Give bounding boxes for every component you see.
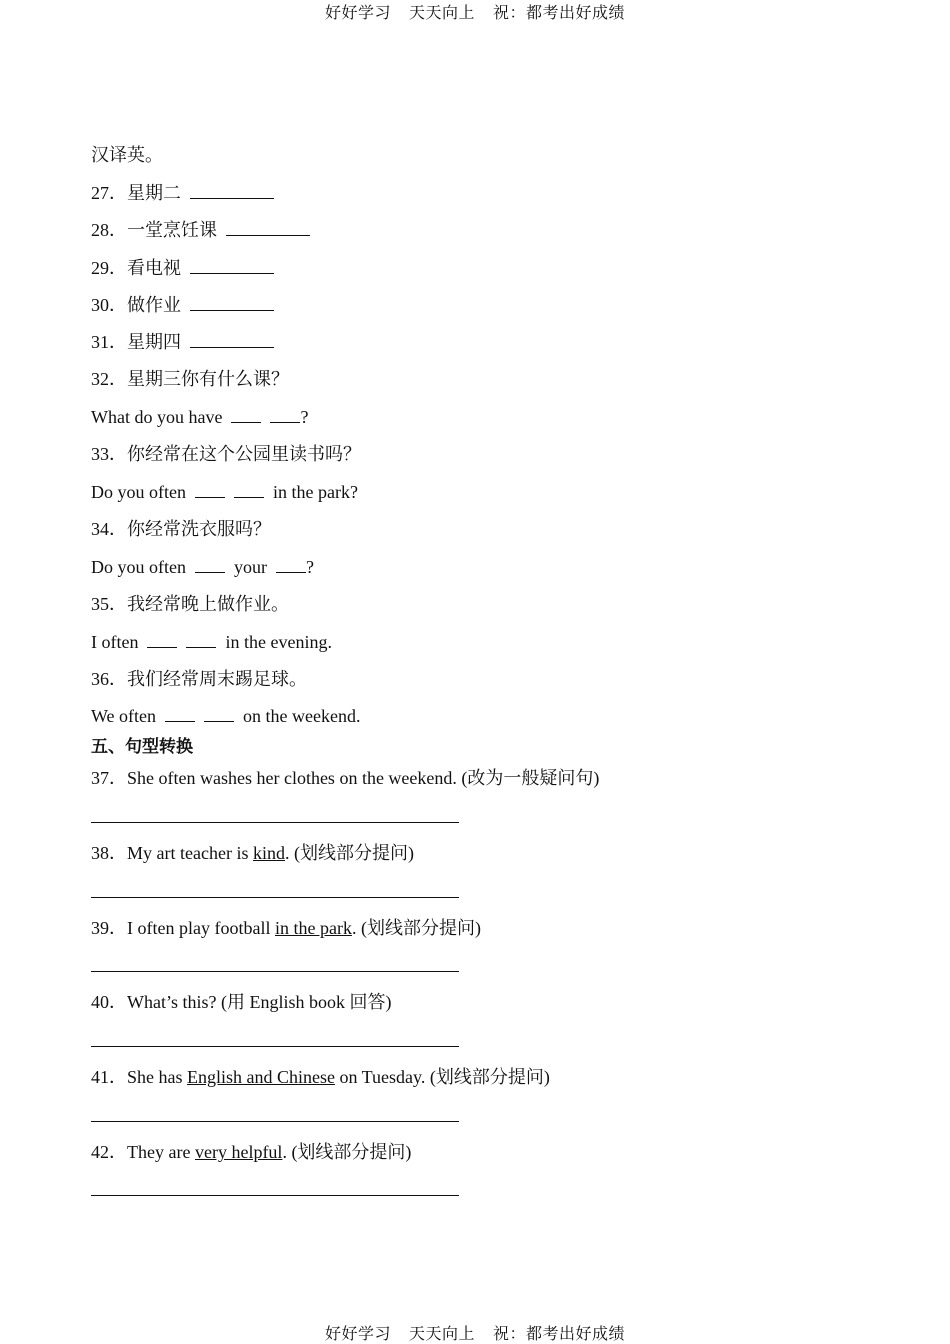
question-27: 27．星期二 (91, 182, 274, 204)
question-42: 42．They are very helpful. (划线部分提问) (91, 1142, 412, 1162)
question-36: 36．我们经常周末踢足球。 (91, 669, 307, 689)
answer-blank[interactable] (190, 182, 274, 199)
page-header: 好好学习 天天向上 祝：都考出好成绩 (324, 5, 625, 22)
question-31: 31．星期四 (91, 331, 274, 353)
answer-blank[interactable] (234, 481, 264, 498)
answer-line-38[interactable] (91, 897, 459, 898)
question-37: 37．She often washes her clothes on the weekend. (改为一般疑问句) (91, 768, 600, 788)
question-39: 39．I often play football in the park. (划线部分提问) (91, 918, 481, 938)
question-35: 35．我经常晚上做作业。 (91, 594, 289, 614)
question-38: 38．My art teacher is kind. (划线部分提问) (91, 843, 414, 863)
answer-line-34: Do you often your ? (91, 557, 314, 577)
answer-line-42[interactable] (91, 1195, 459, 1196)
answer-line-36: We often on the weekend. (91, 706, 361, 726)
answer-line-32: What do you have ? (91, 407, 309, 427)
page-footer: 好好学习 天天向上 祝：都考出好成绩 (324, 1326, 625, 1343)
question-32: 32．星期三你有什么课？ (91, 369, 289, 389)
answer-blank[interactable] (195, 556, 225, 573)
answer-blank[interactable] (190, 257, 274, 274)
answer-blank[interactable] (190, 294, 274, 311)
answer-line-35: I often in the evening. (91, 632, 332, 652)
section-title-translate: 汉译英。 (91, 145, 163, 165)
answer-line-39[interactable] (91, 971, 459, 972)
answer-line-41[interactable] (91, 1121, 459, 1122)
answer-blank[interactable] (147, 631, 177, 648)
answer-line-33: Do you often in the park? (91, 482, 358, 502)
answer-blank[interactable] (270, 406, 300, 423)
question-41: 41．She has English and Chinese on Tuesday. (划线部分提问) (91, 1067, 550, 1087)
answer-line-40[interactable] (91, 1046, 459, 1047)
question-34: 34．你经常洗衣服吗？ (91, 519, 271, 539)
answer-blank[interactable] (165, 705, 195, 722)
question-33: 33．你经常在这个公园里读书吗？ (91, 444, 361, 464)
question-28: 28．一堂烹饪课 (91, 219, 310, 241)
question-30: 30．做作业 (91, 294, 274, 316)
answer-blank[interactable] (195, 481, 225, 498)
question-29: 29．看电视 (91, 257, 274, 279)
answer-blank[interactable] (186, 631, 216, 648)
answer-blank[interactable] (204, 705, 234, 722)
answer-blank[interactable] (226, 219, 310, 236)
question-40: 40．What’s this? (用 English book 回答) (91, 992, 392, 1012)
answer-blank[interactable] (190, 331, 274, 348)
answer-line-37[interactable] (91, 822, 459, 823)
answer-blank[interactable] (231, 406, 261, 423)
answer-blank[interactable] (276, 556, 306, 573)
section-title-transform: 五、句型转换 (91, 737, 193, 757)
